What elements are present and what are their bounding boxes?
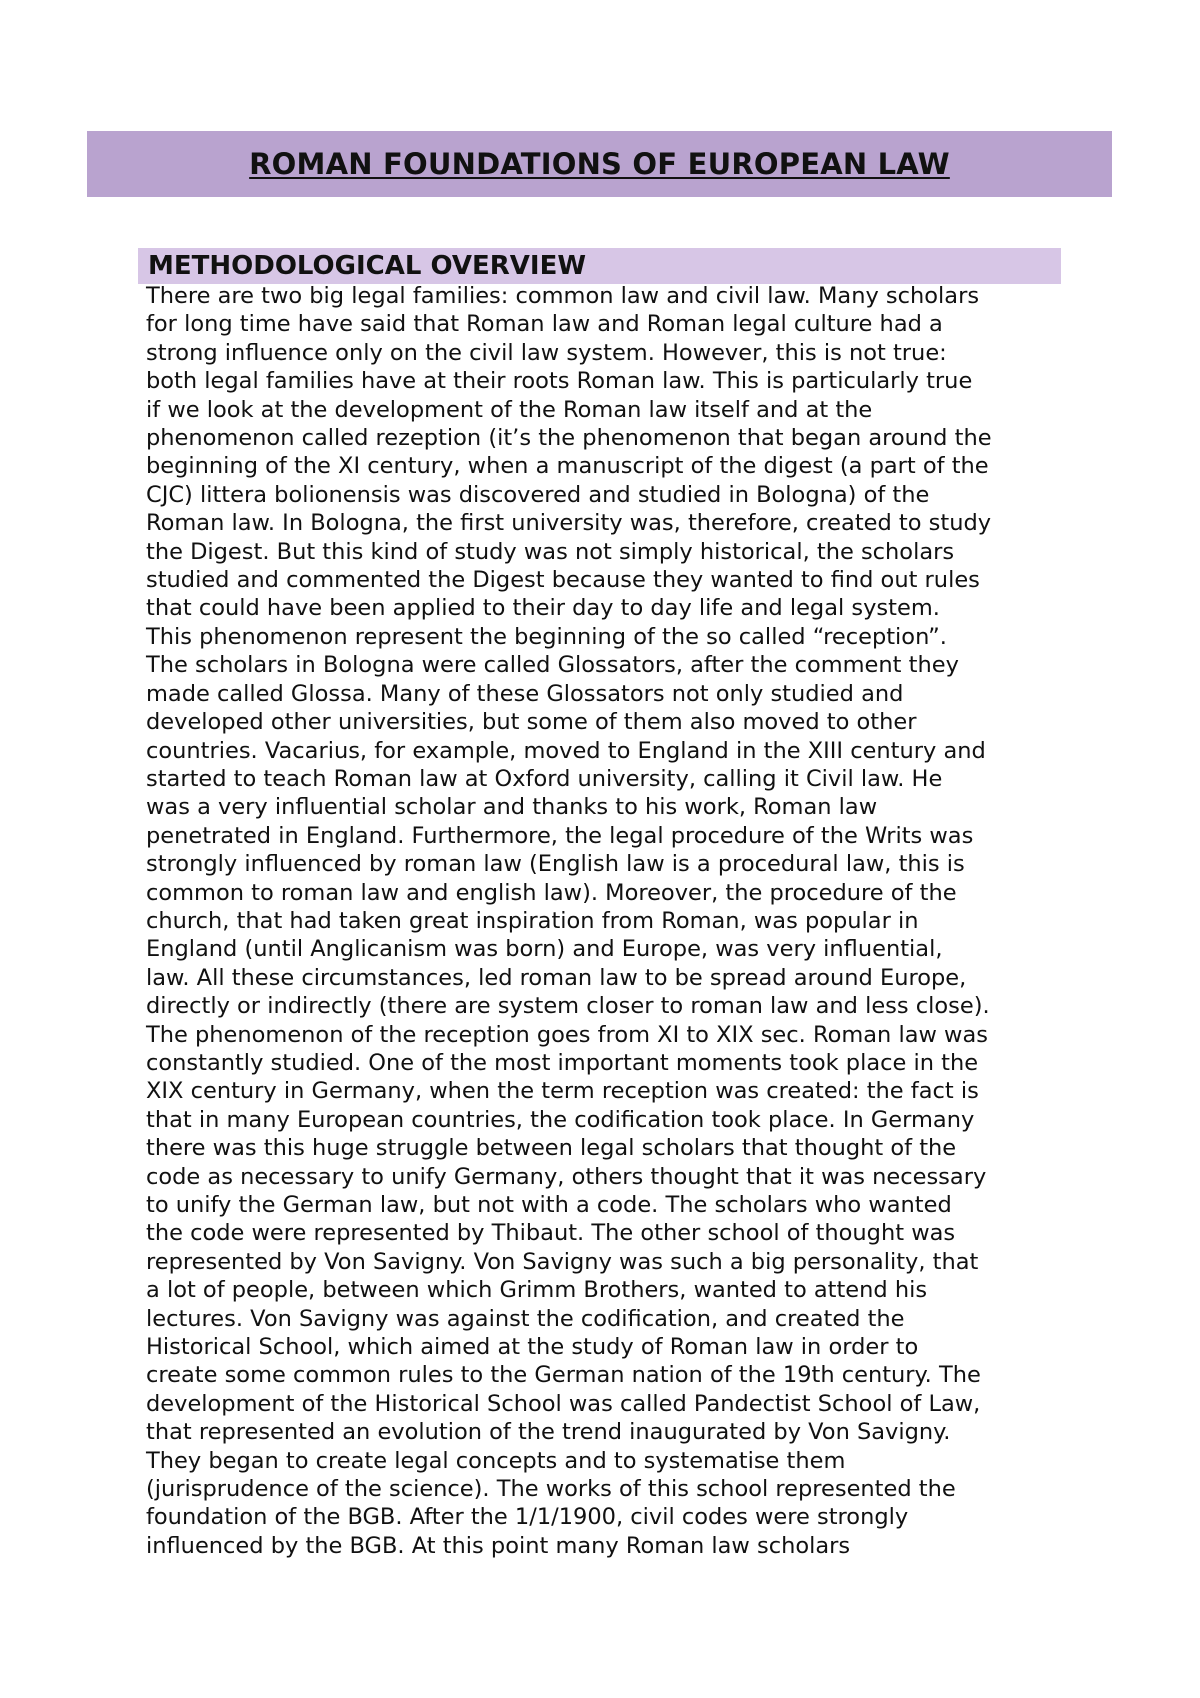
body-text-line: both legal families have at their roots Roman law. This is particularly true (146, 368, 973, 395)
body-text-line: (jurisprudence of the science). The works of this school represented the (146, 1476, 956, 1503)
body-text-line: foundation of the BGB. After the 1/1/1900, civil codes were strongly (146, 1504, 909, 1531)
body-text-line: beginning of the XI century, when a manuscript of the digest (a part of the (146, 453, 989, 480)
body-text-line: was a very influential scholar and thanks to his work, Roman law (146, 794, 878, 821)
body-text-line: law. All these circumstances, led roman law to be spread around Europe, (146, 964, 967, 991)
body-text-line: Roman law. In Bologna, the first university was, therefore, created to study (146, 510, 992, 537)
body-text-line: studied and commented the Digest because they wanted to find out rules (146, 567, 980, 594)
body-text-line: for long time have said that Roman law and Roman legal culture had a (146, 311, 943, 338)
body-text-line: XIX century in Germany, when the term reception was created: the fact is (146, 1078, 979, 1105)
body-text-line: phenomenon called rezeption (it’s the phenomenon that began around the (146, 425, 992, 452)
body-text-line: influenced by the BGB. At this point many Roman law scholars (146, 1532, 851, 1559)
body-text-line: development of the Historical School was called Pandectist School of Law, (146, 1390, 981, 1417)
document-title: ROMAN FOUNDATIONS OF EUROPEAN LAW (249, 147, 950, 181)
body-text-line: create some common rules to the German nation of the 19th century. The (146, 1362, 981, 1389)
body-text-line: the Digest. But this kind of study was not simply historical, the scholars (146, 538, 955, 565)
body-text-line: There are two big legal families: common law and civil law. Many scholars (146, 283, 980, 309)
body-text-line: represented by Von Savigny. Von Savigny was such a big personality, that (146, 1248, 979, 1275)
body-text-line: They began to create legal concepts and to systematise them (146, 1447, 846, 1474)
body-text-line: a lot of people, between which Grimm Brothers, wanted to attend his (146, 1277, 928, 1304)
body-text-line: England (until Anglicanism was born) and Europe, was very influential, (146, 936, 943, 963)
body-text-line: church, that had taken great inspiration from Roman, was popular in (146, 907, 919, 934)
title-banner (87, 131, 1112, 197)
body-text-line: that could have been applied to their day to day life and legal system. (146, 595, 940, 622)
body-text-line: the code were represented by Thibaut. The other school of thought was (146, 1220, 956, 1247)
body-text-line: if we look at the development of the Roman law itself and at the (146, 396, 873, 423)
body-text-line: directly or indirectly (there are system closer to roman law and less close). (146, 993, 990, 1020)
body-text-line: there was this huge struggle between legal scholars that thought of the (146, 1135, 957, 1162)
body-text-line: made called Glossa. Many of these Glossators not only studied and (146, 680, 904, 707)
body-paragraph (146, 282, 1076, 1560)
body-text-line: that represented an evolution of the trend inaugurated by Von Savigny. (146, 1419, 951, 1446)
body-text-line: strong influence only on the civil law system. However, this is not true: (146, 339, 947, 366)
body-text-line: CJC) littera bolionensis was discovered and studied in Bologna) of the (146, 481, 930, 508)
body-text-line: code as necessary to unify Germany, others thought that it was necessary (146, 1163, 987, 1190)
body-text-line: to unify the German law, but not with a code. The scholars who wanted (146, 1192, 952, 1218)
body-text-line: strongly influenced by roman law (English law is a procedural law, this is (146, 851, 965, 878)
body-text-line: countries. Vacarius, for example, moved to England in the XIII century and (146, 737, 986, 764)
section-heading: METHODOLOGICAL OVERVIEW (148, 251, 587, 281)
body-text-line: penetrated in England. Furthermore, the legal procedure of the Writs was (146, 822, 974, 849)
body-text-line: constantly studied. One of the most important moments took place in the (146, 1049, 979, 1076)
body-text-line: that in many European countries, the codification took place. In Germany (146, 1106, 975, 1133)
body-text-line: Historical School, which aimed at the study of Roman law in order to (146, 1334, 919, 1361)
body-text-line: common to roman law and english law). Moreover, the procedure of the (146, 879, 957, 906)
body-text-line: This phenomenon represent the beginning of the so called “reception”. (146, 623, 947, 650)
body-text-line: started to teach Roman law at Oxford university, calling it Civil law. He (146, 765, 943, 792)
body-text-line: The phenomenon of the reception goes from XI to XIX sec. Roman law was (146, 1021, 988, 1048)
body-text-line: developed other universities, but some of them also moved to other (146, 709, 917, 736)
body-text-line: lectures. Von Savigny was against the codification, and created the (146, 1305, 905, 1332)
body-text-line: The scholars in Bologna were called Glossators, after the comment they (146, 652, 959, 679)
